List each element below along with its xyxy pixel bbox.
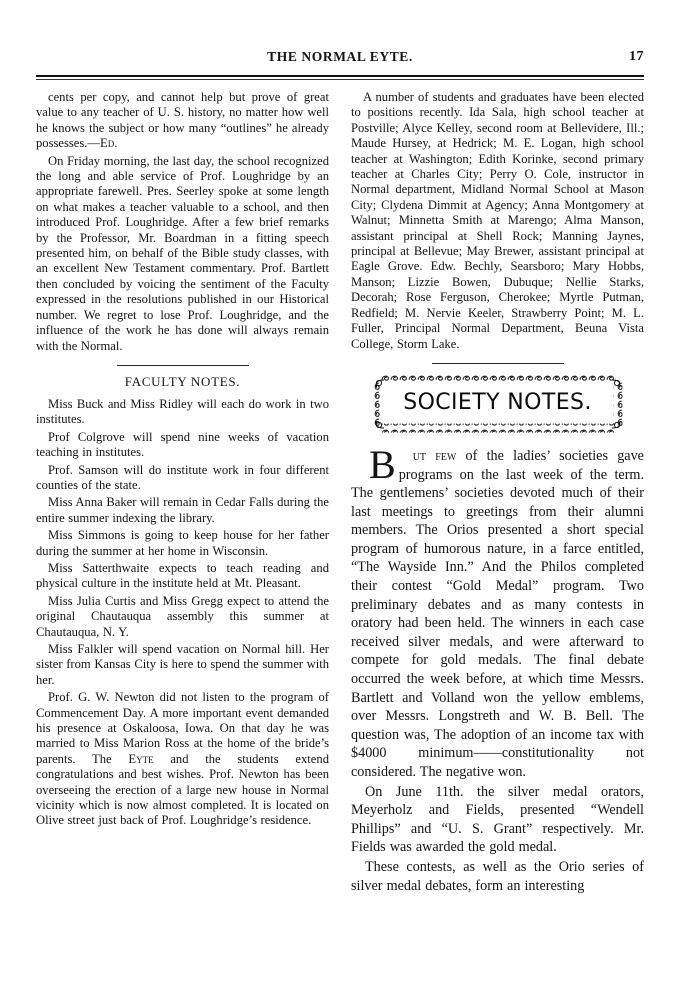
faculty-note-item: Miss Simmons is going to keep house for her father during the summer at her home in Wisconsin. [36,528,329,558]
society-paragraph-contests: These contests, as well as the Orio series of silver medal debates, form an interesting [351,858,644,894]
drop-cap: B [369,441,396,487]
running-head [36,48,644,74]
faculty-note-item: Prof. Samson will do institute work in four different counties of the state. [36,462,329,492]
faculty-note-item: Miss Satterthwaite expects to teach reading and physical culture in the institute held at Mt. Pleasant. [36,560,329,591]
society-section-rule [432,363,564,364]
newton-text-before: Prof. G. W. Newton did not listen to the program of Commencement Day. A more important event demanded his presence at Oskaloosa, Iowa. On that day he was married to Miss Marion Ross at the home of the bride’s parents. The [36,690,329,766]
faculty-note-item: Miss Falkler will spend vacation on Normal hill. Her sister from Kansas City is here to spend the summer with her. [36,642,329,687]
paragraph-text: cents per copy, and cannot help but prove of great value to any teacher of U. S. history, no matter how well he knows the subject or how many “outlines” he already possesses.— [36,90,329,151]
society-notes-banner [351,373,644,435]
newton-text-after: and the students extend congratulations and best wishes. Prof. Newton has been overseeing the erection of a large new house in Normal vicinity which is now almost completed. It is located on Olive street just back of Prof. Loughridge’s residence. [36,751,329,828]
faculty-note-newton [36,690,329,829]
society-paragraph-text: of the ladies’ societies gave programs on the last week of the term. The gentlemens’ societies devoted much of their last meetings to greetings from their alumni members. The Orios presented a short special program of humorous nature, in a farce entitled, “The Wayside Inn.” And the Philos completed their contest “Gold Medal” program. Two preliminary debates and as many contests in oratory had been held. The winners in each case received silver medals, and were afterward to compete for gold medals. The final debate occurred the week before, at which time Messrs. Bartlett and Volland won the yellow emblems, over Messrs. Longstreth and W. B. Bell. The question was, The adoption of an income tax with $4000 minimum——constitutionality not considered. The negative won. [351,447,644,780]
ornamental-border-box [372,373,624,435]
page-number: 17 [629,49,644,64]
body-columns [36,90,644,896]
drop-cap-lead: ut few [412,447,457,464]
society-paragraph-medal-orators: On June 11th. the silver medal orators, Meyerholz and Fields, presented “Wendell Phillips” and “U. S. Grant” respectively. Mr. Fields was awarded the gold medal. [351,783,644,856]
left-column [36,90,329,831]
faculty-note-item: Miss Julia Curtis and Miss Gregg expect to attend the original Chautauqua assembly this summer at Chautauqua, N. Y. [36,593,329,639]
faculty-section-rule [117,365,249,366]
page-title: THE NORMAL EYTE. [267,49,413,64]
paragraph-loughridge-farewell: On Friday morning, the last day, the school recognized the long and able service of Prof. Loughridge by an appropriate farewell. Pres. Seerley spoke at some length on what makes a teacher valuable to a school, and then introduced Prof. Loughridge. After a few brief remarks by the Professor, Mr. Boardman in a fitting speech presented him, on behalf of the Bible study classes, with an excellent New Testament commentary. Prof. Bartlett then concluded by voicing the sentiment of the Faculty expressed in the resolutions published in our Historical number. We regret to lose Prof. Loughridge, and the influence of the work he has done will always remain with the Normal. [36,153,329,353]
faculty-note-item: Miss Buck and Miss Ridley will each do work in two institutes. [36,396,329,427]
society-paragraph-opening [351,441,644,782]
faculty-note-item: Prof Colgrove will spend nine weeks of vacation teaching in institutes. [36,429,329,460]
header-rule [36,75,644,80]
eyte-smallcaps: Eyte [128,751,154,766]
faculty-note-item: Miss Anna Baker will remain in Cedar Falls during the entire summer indexing the library. [36,495,329,525]
ed-signature: Ed. [100,136,118,151]
paragraph-appointments: A number of students and graduates have been elected to positions recently. Ida Sala, high school teacher at Postville; Alyce Kelley, second room at Bellevidere, Ill.; Maude Hursey, at Hedrick; M. E. Logan, high school teacher at Washington; Edith Korinke, second primary teacher at Charles City; Perry O. Cole, instructor in Normal department, Midland Normal School at Mason City; Clydena Dimmit at Agency; Anna Montgomery at Walnut; Minnetta Smith at Marengo; Alma Manson, assistant principal at Shell Rock; Manning Jaynes, principal at Bellevue; May Brewer, assistant principal at Eagle Grove. Edw. Bechly, Searsboro; Mary Hobbs, Manson; Lizzie Bowen, Dubuque; Nellie Starks, Decorah; Rose Ferguson, Cherokee; Myrtle Putman, Redfield; M. Nervie Keeler, Strawberry Point; M. L. Fuller, Principal Normal Department, Beuna Vista College, Storm Lake. [351,90,644,351]
paragraph-copy-note [36,90,329,152]
right-column [351,90,644,896]
faculty-notes-heading: FACULTY NOTES. [124,373,241,389]
society-notes-heading: SOCIETY NOTES. [403,390,592,416]
